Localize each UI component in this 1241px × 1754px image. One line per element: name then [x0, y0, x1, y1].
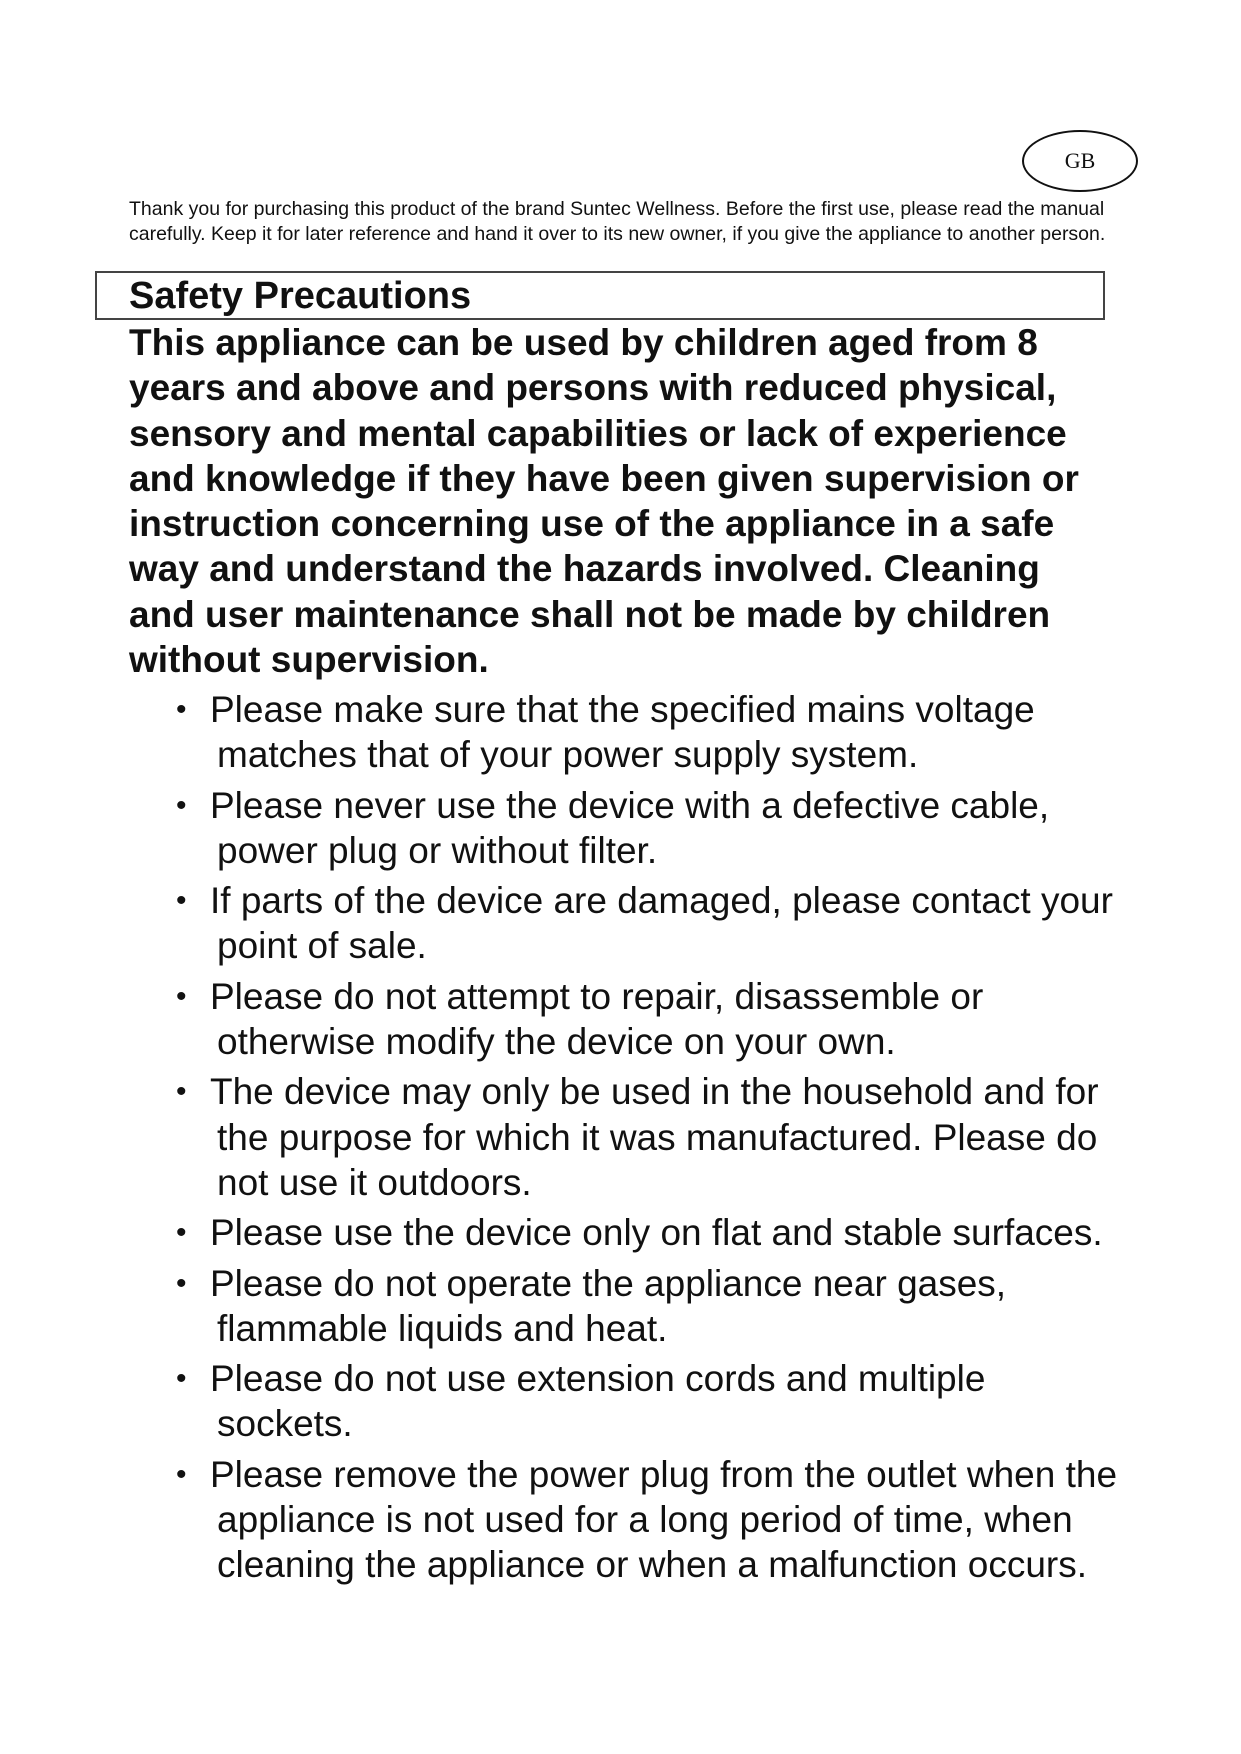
safety-bullet-item	[170, 878, 1120, 969]
safety-bullet-text: Please do not use extension cords and multiple sockets.	[210, 1358, 986, 1445]
safety-bullet-item	[170, 1452, 1120, 1588]
intro-paragraph: Thank you for purchasing this product of the brand Suntec Wellness. Before the first use, please read the manual carefully. Keep it for later reference and hand it over to its new owner, if you give the appliance to another person.	[129, 198, 1106, 245]
bullet-icon: •	[176, 1362, 187, 1396]
bullet-icon: •	[176, 693, 187, 726]
safety-bullet-item	[170, 1261, 1120, 1352]
bullet-icon: •	[176, 1457, 187, 1491]
safety-bullet-item	[170, 1356, 1120, 1447]
safety-warning: This appliance can be used by children aged from 8 years and above and persons with reduced physical, sensory and mental capabilities or lack of experience and knowledge if they have been given supervision or instruction concerning use of the appliance in a safe way and understand the hazards involved. Cleaning and user maintenance shall not be made by children without supervision.	[129, 322, 1079, 681]
safety-bullet-text: Please use the device only on flat and stable surfaces.	[210, 1212, 1103, 1254]
safety-bullet-text: The device may only be used in the household and for the purpose for which it was manufactured. Please do not use it outdoors.	[210, 1071, 1099, 1203]
bullet-icon: •	[176, 1075, 187, 1109]
bullet-icon: •	[176, 979, 187, 1013]
safety-bullet-text: Please do not attempt to repair, disassemble or otherwise modify the device on your own.	[210, 975, 984, 1063]
safety-bullet-text: Please make sure that the specified mains voltage matches that of your power supply system.	[210, 689, 1035, 776]
safety-bullet-item	[170, 1210, 1120, 1255]
safety-bullet-text: Please remove the power plug from the outlet when the appliance is not used for a long period of time, when cleaning the appliance or when a malfunction occurs.	[210, 1453, 1118, 1586]
safety-bullet-item	[170, 1069, 1120, 1205]
bullet-icon: •	[176, 1216, 187, 1250]
bullet-icon: •	[176, 884, 187, 918]
safety-bullet-item	[170, 974, 1120, 1065]
bullet-icon: •	[176, 788, 187, 822]
bullet-icon: •	[176, 1266, 187, 1300]
safety-bullet-item	[170, 783, 1120, 874]
safety-bullet-text: Please do not operate the appliance near gases, flammable liquids and heat.	[210, 1262, 1007, 1349]
language-badge	[1022, 130, 1138, 192]
safety-bullet-list	[170, 687, 1120, 1593]
safety-bullet-item	[170, 687, 1120, 778]
language-badge-label: GB	[1064, 148, 1096, 173]
safety-bullet-text: If parts of the device are damaged, please contact your point of sale.	[210, 880, 1113, 967]
section-title: Safety Precautions	[129, 275, 472, 317]
safety-bullet-text: Please never use the device with a defective cable, power plug or without filter.	[210, 784, 1050, 871]
